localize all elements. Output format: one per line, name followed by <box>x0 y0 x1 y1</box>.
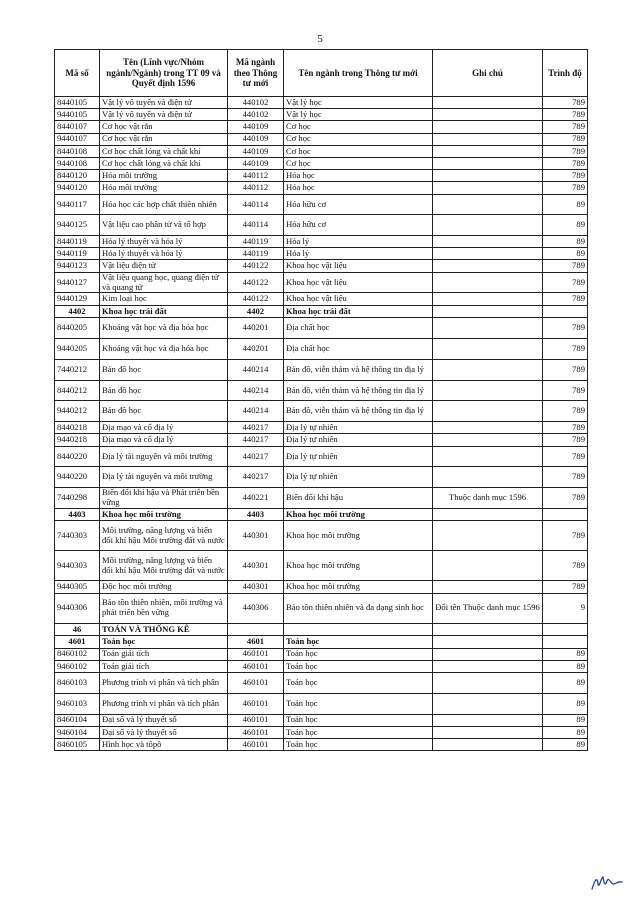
cell-level: 789 <box>543 338 588 359</box>
cell-code: 7440303 <box>55 521 100 551</box>
cell-note <box>433 434 543 446</box>
table-row <box>55 109 588 121</box>
cell-note: Thuộc danh mục 1596 <box>433 488 543 509</box>
cell-new-code: 460101 <box>228 660 284 672</box>
cell-new-code: 460101 <box>228 672 284 693</box>
cell-level: 789 <box>543 293 588 305</box>
cell-code: 8460103 <box>55 672 100 693</box>
cell-code: 9440129 <box>55 293 100 305</box>
table-row <box>55 215 588 236</box>
cell-new-name: Cơ học <box>284 121 433 133</box>
cell-old-name: Vật lý vô tuyến và điện tử <box>100 109 228 121</box>
cell-new-code: 440201 <box>228 318 284 339</box>
cell-new-name: Toán học <box>284 726 433 738</box>
cell-note <box>433 305 543 318</box>
cell-new-code: 440217 <box>228 434 284 446</box>
cell-new-name: Cơ học <box>284 145 433 157</box>
cell-level: 89 <box>543 248 588 260</box>
cell-old-name: Cơ học vật rắn <box>100 133 228 145</box>
cell-code: 8440220 <box>55 446 100 467</box>
cell-note <box>433 714 543 726</box>
cell-new-name <box>284 623 433 636</box>
cell-note <box>433 672 543 693</box>
group-row <box>55 623 588 636</box>
cell-new-code: 440114 <box>228 194 284 215</box>
cell-old-name: Khoa học môi trường <box>100 508 228 521</box>
table-row <box>55 170 588 182</box>
cell-new-name: Hóa học <box>284 170 433 182</box>
cell-old-name: Hình học và tôpô <box>100 738 228 750</box>
cell-new-code: 4402 <box>228 305 284 318</box>
table-row <box>55 521 588 551</box>
cell-new-name: Khoa học môi trường <box>284 508 433 521</box>
cell-new-name: Địa lý tự nhiên <box>284 434 433 446</box>
cell-code: 9460102 <box>55 660 100 672</box>
cell-level: 789 <box>543 521 588 551</box>
cell-new-code: 440119 <box>228 236 284 248</box>
cell-new-name: Địa lý tự nhiên <box>284 467 433 488</box>
header-code: Mã số <box>55 50 100 97</box>
cell-code: 9440125 <box>55 215 100 236</box>
cell-code: 8440119 <box>55 236 100 248</box>
cell-old-name: TOÁN VÀ THỐNG KÊ <box>100 623 228 636</box>
cell-new-name: Khoa học môi trường <box>284 551 433 581</box>
cell-old-name: Đại số và lý thuyết số <box>100 714 228 726</box>
cell-note <box>433 508 543 521</box>
table-row <box>55 359 588 380</box>
cell-code: 8440108 <box>55 145 100 157</box>
cell-code: 9440107 <box>55 133 100 145</box>
cell-new-code: 440109 <box>228 121 284 133</box>
cell-note <box>433 726 543 738</box>
cell-level: 789 <box>543 380 588 401</box>
cell-new-code: 440112 <box>228 170 284 182</box>
cell-new-name: Bản đồ, viễn thám và hệ thông tin địa lý <box>284 359 433 380</box>
table-row <box>55 318 588 339</box>
cell-level <box>543 508 588 521</box>
cell-note <box>433 157 543 169</box>
cell-old-name: Toán học <box>100 636 228 649</box>
cell-note <box>433 318 543 339</box>
cell-code: 9440105 <box>55 109 100 121</box>
table-row <box>55 401 588 422</box>
table-row <box>55 145 588 157</box>
cell-code: 9440108 <box>55 157 100 169</box>
cell-new-name: Toán học <box>284 672 433 693</box>
cell-note <box>433 581 543 593</box>
cell-code: 9440303 <box>55 551 100 581</box>
cell-level: 89 <box>543 672 588 693</box>
cell-level: 789 <box>543 157 588 169</box>
table-row <box>55 272 588 293</box>
cell-code: 8440205 <box>55 318 100 339</box>
table-row <box>55 133 588 145</box>
cell-old-name: Cơ học chất lỏng và chất khí <box>100 157 228 169</box>
cell-old-name: Cơ học vật rắn <box>100 121 228 133</box>
cell-new-code: 440109 <box>228 157 284 169</box>
cell-new-name: Khoa học môi trường <box>284 521 433 551</box>
group-row <box>55 508 588 521</box>
cell-new-name: Toán học <box>284 738 433 750</box>
cell-level: 789 <box>543 422 588 434</box>
cell-new-code: 440301 <box>228 581 284 593</box>
cell-new-code: 440109 <box>228 145 284 157</box>
table-row <box>55 672 588 693</box>
cell-note <box>433 467 543 488</box>
cell-level: 89 <box>543 738 588 750</box>
cell-new-name: Cơ học <box>284 133 433 145</box>
cell-old-name: Phương trình vi phân và tích phân <box>100 672 228 693</box>
cell-code: 7440212 <box>55 359 100 380</box>
cell-code: 9440205 <box>55 338 100 359</box>
table-row <box>55 693 588 714</box>
cell-level: 789 <box>543 182 588 194</box>
cell-code: 7440298 <box>55 488 100 509</box>
table-row <box>55 488 588 509</box>
cell-code: 4601 <box>55 636 100 649</box>
cell-old-name: Khoáng vật học và địa hóa học <box>100 338 228 359</box>
cell-note <box>433 738 543 750</box>
table-row <box>55 467 588 488</box>
cell-code: 9440119 <box>55 248 100 260</box>
cell-level: 789 <box>543 488 588 509</box>
cell-old-name: Địa lý tài nguyên và môi trường <box>100 446 228 467</box>
cell-old-name: Phương trình vi phân và tích phân <box>100 693 228 714</box>
cell-note <box>433 236 543 248</box>
cell-old-name: Toán giải tích <box>100 648 228 660</box>
cell-code: 9440127 <box>55 272 100 293</box>
table-row <box>55 593 588 623</box>
cell-old-name: Môi trường, năng lượng và biến đổi khí hậu Môi trường đất và nước <box>100 551 228 581</box>
cell-note <box>433 623 543 636</box>
cell-code: 8440212 <box>55 380 100 401</box>
cell-level: 789 <box>543 272 588 293</box>
table-row <box>55 581 588 593</box>
cell-old-name: Kim loại học <box>100 293 228 305</box>
cell-level: 9 <box>543 593 588 623</box>
cell-level: 789 <box>543 109 588 121</box>
cell-level: 89 <box>543 693 588 714</box>
table-row <box>55 380 588 401</box>
cell-level: 789 <box>543 170 588 182</box>
cell-level: 789 <box>543 446 588 467</box>
table-row <box>55 182 588 194</box>
cell-new-code: 440102 <box>228 97 284 109</box>
cell-new-name: Biến đổi khí hậu <box>284 488 433 509</box>
cell-new-name: Hóa lý <box>284 236 433 248</box>
cell-note <box>433 338 543 359</box>
cell-code: 9440305 <box>55 581 100 593</box>
table-row <box>55 338 588 359</box>
cell-old-name: Bản đồ học <box>100 401 228 422</box>
cell-code: 9460104 <box>55 726 100 738</box>
cell-code: 4403 <box>55 508 100 521</box>
table-row <box>55 248 588 260</box>
signature-mark <box>590 872 624 892</box>
cell-level: 789 <box>543 434 588 446</box>
cell-new-code: 4601 <box>228 636 284 649</box>
cell-new-name: Khoa học vật liệu <box>284 293 433 305</box>
cell-new-name: Hóa hữu cơ <box>284 215 433 236</box>
cell-level: 89 <box>543 215 588 236</box>
cell-new-name: Toán học <box>284 660 433 672</box>
major-mapping-table <box>54 49 588 751</box>
cell-code: 9440212 <box>55 401 100 422</box>
cell-code: 46 <box>55 623 100 636</box>
cell-level: 89 <box>543 714 588 726</box>
table-row <box>55 121 588 133</box>
cell-new-name: Bản đồ, viễn thám và hệ thông tin địa lý <box>284 380 433 401</box>
cell-new-name: Toán học <box>284 648 433 660</box>
cell-new-code: 440217 <box>228 446 284 467</box>
cell-old-name: Hóa môi trường <box>100 182 228 194</box>
cell-new-code: 4403 <box>228 508 284 521</box>
cell-new-name: Bảo tồn thiên nhiên và đa dạng sinh học <box>284 593 433 623</box>
cell-old-name: Địa lý tài nguyên và môi trường <box>100 467 228 488</box>
cell-note <box>433 636 543 649</box>
cell-old-name: Địa mạo và cổ địa lý <box>100 422 228 434</box>
cell-new-code: 440112 <box>228 182 284 194</box>
cell-code: 9440117 <box>55 194 100 215</box>
header-note: Ghi chú <box>433 50 543 97</box>
cell-old-name: Bản đồ học <box>100 380 228 401</box>
cell-new-name: Vật lý học <box>284 97 433 109</box>
cell-new-code: 460101 <box>228 693 284 714</box>
cell-old-name: Biến đổi khí hậu và Phát triển bền vững <box>100 488 228 509</box>
cell-code: 4402 <box>55 305 100 318</box>
cell-new-name: Địa chất học <box>284 318 433 339</box>
header-old-name: Tên (Lĩnh vực/Nhóm ngành/Ngành) trong TT 09 và Quyết định 1596 <box>100 50 228 97</box>
cell-new-name: Hóa hữu cơ <box>284 194 433 215</box>
cell-code: 9440220 <box>55 467 100 488</box>
cell-new-name: Toán học <box>284 693 433 714</box>
cell-new-name: Địa lý tự nhiên <box>284 446 433 467</box>
cell-new-code: 440109 <box>228 133 284 145</box>
cell-new-code: 440217 <box>228 422 284 434</box>
cell-new-code: 440201 <box>228 338 284 359</box>
table-row <box>55 738 588 750</box>
cell-level: 89 <box>543 194 588 215</box>
cell-old-name: Vật liệu điện tử <box>100 260 228 272</box>
cell-level: 89 <box>543 236 588 248</box>
group-row <box>55 305 588 318</box>
table-body <box>55 97 588 751</box>
cell-new-name: Toán học <box>284 714 433 726</box>
table-row <box>55 551 588 581</box>
cell-code: 8440107 <box>55 121 100 133</box>
cell-new-name: Địa lý tự nhiên <box>284 422 433 434</box>
table-row <box>55 446 588 467</box>
table-row <box>55 714 588 726</box>
table-row <box>55 726 588 738</box>
cell-level: 789 <box>543 121 588 133</box>
cell-new-code: 440214 <box>228 359 284 380</box>
cell-new-code: 440301 <box>228 521 284 551</box>
cell-code: 9440306 <box>55 593 100 623</box>
cell-level: 789 <box>543 359 588 380</box>
cell-note <box>433 182 543 194</box>
cell-new-code: 440301 <box>228 551 284 581</box>
cell-new-name: Khoa học vật liệu <box>284 260 433 272</box>
cell-old-name: Vật liệu cao phân tử và tổ hợp <box>100 215 228 236</box>
cell-code: 9440120 <box>55 182 100 194</box>
cell-new-code: 440122 <box>228 260 284 272</box>
cell-note: Đổi tên Thuộc danh mục 1596 <box>433 593 543 623</box>
cell-note <box>433 260 543 272</box>
cell-new-code: 440217 <box>228 467 284 488</box>
cell-level: 789 <box>543 318 588 339</box>
cell-note <box>433 272 543 293</box>
cell-note <box>433 133 543 145</box>
cell-code: 9460103 <box>55 693 100 714</box>
cell-old-name: Đại số và lý thuyết số <box>100 726 228 738</box>
cell-level: 789 <box>543 133 588 145</box>
cell-level <box>543 636 588 649</box>
table-row <box>55 236 588 248</box>
cell-note <box>433 248 543 260</box>
cell-new-name: Vật lý học <box>284 109 433 121</box>
cell-level <box>543 623 588 636</box>
cell-code: 8460102 <box>55 648 100 660</box>
cell-level: 789 <box>543 401 588 422</box>
table-row <box>55 434 588 446</box>
table-row <box>55 422 588 434</box>
cell-old-name: Khoáng vật học và địa hóa học <box>100 318 228 339</box>
cell-note <box>433 401 543 422</box>
group-row <box>55 636 588 649</box>
cell-note <box>433 215 543 236</box>
cell-old-name: Hóa học các hợp chất thiên nhiên <box>100 194 228 215</box>
table-row <box>55 97 588 109</box>
cell-old-name: Cơ học chất lỏng và chất khí <box>100 145 228 157</box>
cell-new-code: 440122 <box>228 272 284 293</box>
cell-old-name: Hóa môi trường <box>100 170 228 182</box>
cell-level: 789 <box>543 145 588 157</box>
cell-new-code: 440306 <box>228 593 284 623</box>
cell-new-code: 460101 <box>228 738 284 750</box>
table-row <box>55 648 588 660</box>
cell-code: 8460104 <box>55 714 100 726</box>
cell-new-code: 440214 <box>228 401 284 422</box>
cell-note <box>433 648 543 660</box>
cell-new-code: 440221 <box>228 488 284 509</box>
header-level: Trình độ <box>543 50 588 97</box>
cell-level: 789 <box>543 260 588 272</box>
cell-new-code: 460101 <box>228 714 284 726</box>
header-new-name: Tên ngành trong Thông tư mới <box>284 50 433 97</box>
cell-note <box>433 170 543 182</box>
cell-old-name: Hóa lý thuyết và hóa lý <box>100 236 228 248</box>
cell-old-name: Độc học môi trường <box>100 581 228 593</box>
cell-old-name: Vật lý vô tuyến và điện tử <box>100 97 228 109</box>
cell-old-name: Bảo tồn thiên nhiên, môi trường và phát triển bền vững <box>100 593 228 623</box>
cell-note <box>433 359 543 380</box>
cell-level: 89 <box>543 648 588 660</box>
cell-new-code: 440114 <box>228 215 284 236</box>
cell-new-code <box>228 623 284 636</box>
cell-note <box>433 380 543 401</box>
cell-note <box>433 109 543 121</box>
cell-new-code: 440119 <box>228 248 284 260</box>
cell-level: 89 <box>543 726 588 738</box>
cell-new-code: 440122 <box>228 293 284 305</box>
cell-new-name: Hóa lý <box>284 248 433 260</box>
cell-note <box>433 293 543 305</box>
cell-note <box>433 521 543 551</box>
cell-level: 789 <box>543 551 588 581</box>
cell-new-name: Khoa học vật liệu <box>284 272 433 293</box>
cell-note <box>433 194 543 215</box>
cell-old-name: Vật liệu quang học, quang điện tử và quang tử <box>100 272 228 293</box>
cell-code: 8440105 <box>55 97 100 109</box>
cell-new-code: 460101 <box>228 726 284 738</box>
cell-new-code: 440102 <box>228 109 284 121</box>
cell-new-name: Cơ học <box>284 157 433 169</box>
cell-note <box>433 693 543 714</box>
table-header-row <box>55 50 588 97</box>
cell-old-name: Toán giải tích <box>100 660 228 672</box>
cell-old-name: Khoa học trái đất <box>100 305 228 318</box>
page-number: 5 <box>317 33 323 45</box>
cell-note <box>433 121 543 133</box>
cell-code: 9440218 <box>55 434 100 446</box>
cell-new-name: Hóa học <box>284 182 433 194</box>
cell-new-code: 460101 <box>228 648 284 660</box>
cell-level <box>543 305 588 318</box>
cell-code: 8460105 <box>55 738 100 750</box>
cell-code: 8440120 <box>55 170 100 182</box>
table-row <box>55 260 588 272</box>
cell-note <box>433 551 543 581</box>
table-row <box>55 660 588 672</box>
cell-level: 789 <box>543 467 588 488</box>
cell-code: 8440218 <box>55 422 100 434</box>
cell-new-name: Địa chất học <box>284 338 433 359</box>
header-new-code: Mã ngành theo Thông tư mới <box>228 50 284 97</box>
table-row <box>55 194 588 215</box>
table-row <box>55 293 588 305</box>
cell-level: 89 <box>543 660 588 672</box>
cell-old-name: Hóa lý thuyết và hóa lý <box>100 248 228 260</box>
cell-note <box>433 446 543 467</box>
table-row <box>55 157 588 169</box>
cell-new-name: Toán học <box>284 636 433 649</box>
cell-new-code: 440214 <box>228 380 284 401</box>
cell-old-name: Môi trường, năng lượng và biến đổi khí hậu Môi trường đất và nước <box>100 521 228 551</box>
cell-new-name: Bản đồ, viễn thám và hệ thông tin địa lý <box>284 401 433 422</box>
cell-level: 789 <box>543 97 588 109</box>
cell-note <box>433 660 543 672</box>
cell-old-name: Bản đồ học <box>100 359 228 380</box>
cell-note <box>433 145 543 157</box>
cell-new-name: Khoa học môi trường <box>284 581 433 593</box>
cell-code: 9440123 <box>55 260 100 272</box>
cell-level: 789 <box>543 581 588 593</box>
cell-new-name: Khoa học trái đất <box>284 305 433 318</box>
cell-note <box>433 422 543 434</box>
cell-note <box>433 97 543 109</box>
cell-old-name: Địa mạo và cổ địa lý <box>100 434 228 446</box>
